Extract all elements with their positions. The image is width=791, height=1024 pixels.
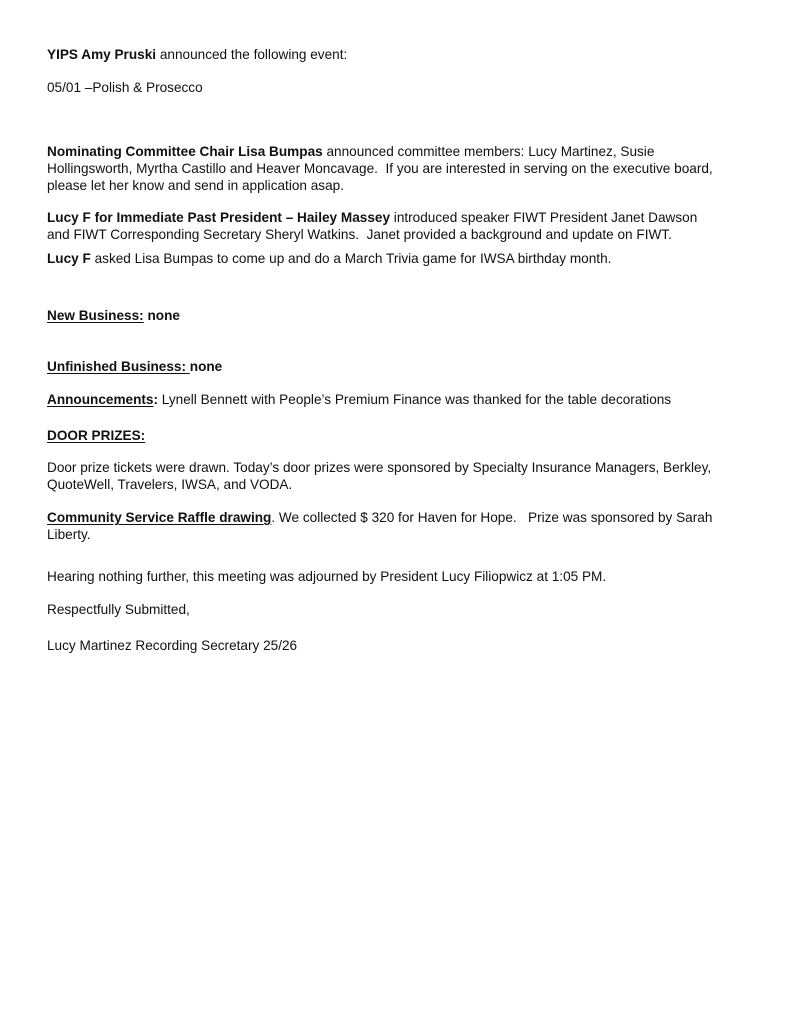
raffle-text-1: . We collected $ 320 for Haven for Hope. Prize was sponsored by Sarah [271,510,713,525]
yips-speaker: YIPS Amy Pruski [47,47,157,62]
unfinished-business-label: Unfinished Business: [47,359,190,374]
nominating-speaker: Nominating Committee Chair Lisa Bumpas [47,144,323,159]
new-business-section [47,307,757,324]
new-business-value: none [143,308,180,323]
unfinished-business-value: none [189,359,223,374]
past-president-line-2: and FIWT Corresponding Secretary Sheryl Watkins. Janet provided a background and update on FIWT. [47,227,672,242]
yips-text: announced the following event: [156,47,348,62]
announcements-label: Announcements [47,392,154,407]
signature-line: Lucy Martinez Recording Secretary 25/26 [47,638,298,653]
raffle-line-1 [47,509,757,526]
yips-announcement [47,46,757,63]
adjournment-paragraph: Hearing nothing further, this meeting was adjourned by President Lucy Filiopwicz at 1:05 PM. [47,569,607,584]
past-president-speaker: Lucy F for Immediate Past President – Hailey Massey [47,210,391,225]
door-prizes-line-2: QuoteWell, Travelers, IWSA, and VODA. [47,477,293,492]
announcements-colon: : [153,392,159,407]
past-president-paragraph [47,209,757,243]
past-president-line-1 [47,209,757,226]
nominating-line-3: please let her know and send in application asap. [47,178,344,193]
new-business-label: New Business: [47,308,144,323]
past-president-text-1: introduced speaker FIWT President Janet Dawson [390,210,698,225]
nominating-paragraph [47,143,757,194]
trivia-speaker: Lucy F [47,251,91,266]
unfinished-business-section [47,358,757,375]
trivia-text: asked Lisa Bumpas to come up and do a March Trivia game for IWSA birthday month. [90,251,612,266]
nominating-line-1 [47,143,757,160]
raffle-paragraph [47,509,757,543]
nominating-line-2: Hollingsworth, Myrtha Castillo and Heaver Moncavage. If you are interested in serving on the executive board, [47,161,713,176]
door-prizes-line-1: Door prize tickets were drawn. Today’s door prizes were sponsored by Specialty Insurance Managers, Berkley, [47,460,712,475]
closing-salutation: Respectfully Submitted, [47,602,190,617]
announcements-section [47,391,757,408]
door-prizes-paragraph [47,459,757,493]
trivia-paragraph [47,250,757,267]
door-prizes-heading: DOOR PRIZES: [47,428,146,443]
nominating-text-1: announced committee members: Lucy Martinez, Susie [322,144,655,159]
raffle-label: Community Service Raffle drawing [47,510,272,525]
announcements-text: Lynell Bennett with People’s Premium Finance was thanked for the table decorations [158,392,672,407]
event-item: 05/01 –Polish & Prosecco [47,80,203,95]
raffle-line-2: Liberty. [47,527,91,542]
